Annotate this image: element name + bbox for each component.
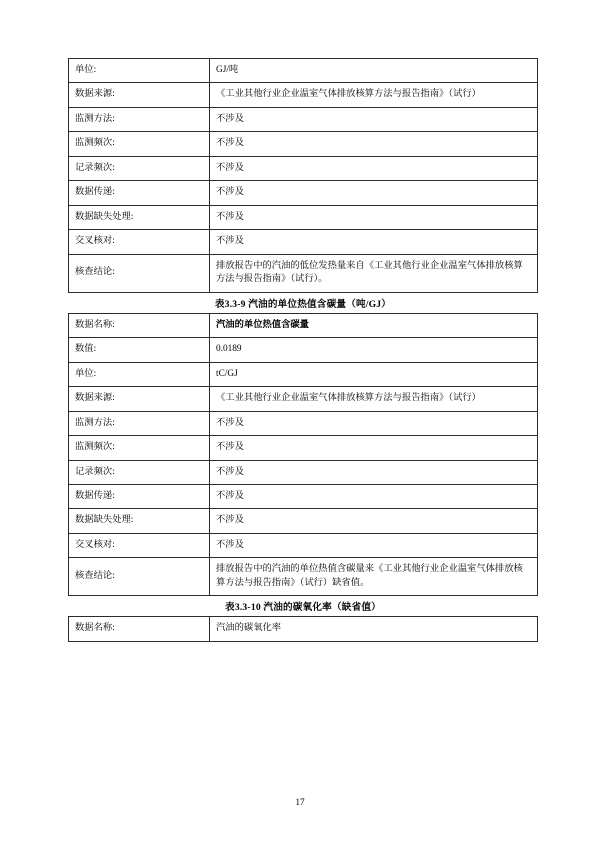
- row-value: 不涉及: [210, 533, 538, 557]
- table-row: [69, 617, 538, 641]
- table-caption-3-3-9: 表3.3-9 汽油的单位热值含碳量（吨/GJ）: [214, 298, 392, 310]
- row-value: 不涉及: [210, 156, 538, 180]
- table-row: [69, 181, 538, 205]
- row-label: 数据来源:: [69, 83, 210, 107]
- table-row: [69, 533, 538, 557]
- table-3-3-10: [68, 616, 538, 641]
- row-value: 0.0189: [210, 338, 538, 362]
- page-number: 17: [295, 798, 305, 808]
- row-value: 不涉及: [210, 436, 538, 460]
- table-row: [69, 362, 538, 386]
- row-value: 排放报告中的汽油的单位热值含碳量来《工业其他行业企业温室气体排放核算方法与报告指南》（试行）缺省值。: [210, 558, 538, 596]
- table-row: [69, 411, 538, 435]
- table-row: [69, 558, 538, 596]
- row-value: 不涉及: [210, 509, 538, 533]
- table-row: [69, 83, 538, 107]
- table-row: [69, 156, 538, 180]
- row-label: 核查结论:: [69, 254, 210, 292]
- row-label: 数据缺失处理:: [69, 509, 210, 533]
- row-label: 记录频次:: [69, 460, 210, 484]
- row-label: 数据名称:: [69, 313, 210, 337]
- row-value: 排放报告中的汽油的低位发热量来自《工业其他行业企业温室气体排放核算方法与报告指南》（试行）。: [210, 254, 538, 292]
- table-row: [69, 205, 538, 229]
- row-value: 不涉及: [210, 132, 538, 156]
- row-label: 交叉核对:: [69, 230, 210, 254]
- row-label: 数据缺失处理:: [69, 205, 210, 229]
- row-value: 《工业其他行业企业温室气体排放核算方法与报告指南》（试行）: [210, 387, 538, 411]
- row-label: 交叉核对:: [69, 533, 210, 557]
- table-row: [69, 230, 538, 254]
- row-label: 核查结论:: [69, 558, 210, 596]
- row-value: 汽油的单位热值含碳量: [210, 313, 538, 337]
- table-row: [69, 484, 538, 508]
- table-row: [69, 313, 538, 337]
- document-content: [68, 58, 538, 642]
- table-row: [69, 59, 538, 83]
- row-label: 数据来源:: [69, 387, 210, 411]
- table-row: [69, 387, 538, 411]
- row-value: 不涉及: [210, 205, 538, 229]
- row-label: 数值:: [69, 338, 210, 362]
- row-value: 汽油的碳氧化率: [210, 617, 538, 641]
- row-value: 不涉及: [210, 181, 538, 205]
- table-row: [69, 460, 538, 484]
- row-label: 监测频次:: [69, 132, 210, 156]
- table-row: [69, 254, 538, 292]
- table-row: [69, 132, 538, 156]
- row-label: 数据传递:: [69, 181, 210, 205]
- table-row: [69, 107, 538, 131]
- row-label: 记录频次:: [69, 156, 210, 180]
- table-3-3-9: [68, 313, 538, 597]
- row-label: 单位:: [69, 59, 210, 83]
- row-value: 不涉及: [210, 107, 538, 131]
- row-value: GJ/吨: [210, 59, 538, 83]
- row-value: 不涉及: [210, 484, 538, 508]
- table-caption-3-3-10: 表3.3-10 汽油的碳氧化率（缺省值）: [225, 602, 381, 614]
- row-label: 监测频次:: [69, 436, 210, 460]
- row-label: 单位:: [69, 362, 210, 386]
- table-row: [69, 338, 538, 362]
- table-row: [69, 509, 538, 533]
- row-value: 《工业其他行业企业温室气体排放核算方法与报告指南》（试行）: [210, 83, 538, 107]
- row-label: 数据名称:: [69, 617, 210, 641]
- row-value: tC/GJ: [210, 362, 538, 386]
- row-label: 监测方法:: [69, 411, 210, 435]
- row-label: 数据传递:: [69, 484, 210, 508]
- table-3-3-8-continued: [68, 58, 538, 293]
- row-value: 不涉及: [210, 411, 538, 435]
- row-label: 监测方法:: [69, 107, 210, 131]
- row-value: 不涉及: [210, 460, 538, 484]
- row-value: 不涉及: [210, 230, 538, 254]
- table-row: [69, 436, 538, 460]
